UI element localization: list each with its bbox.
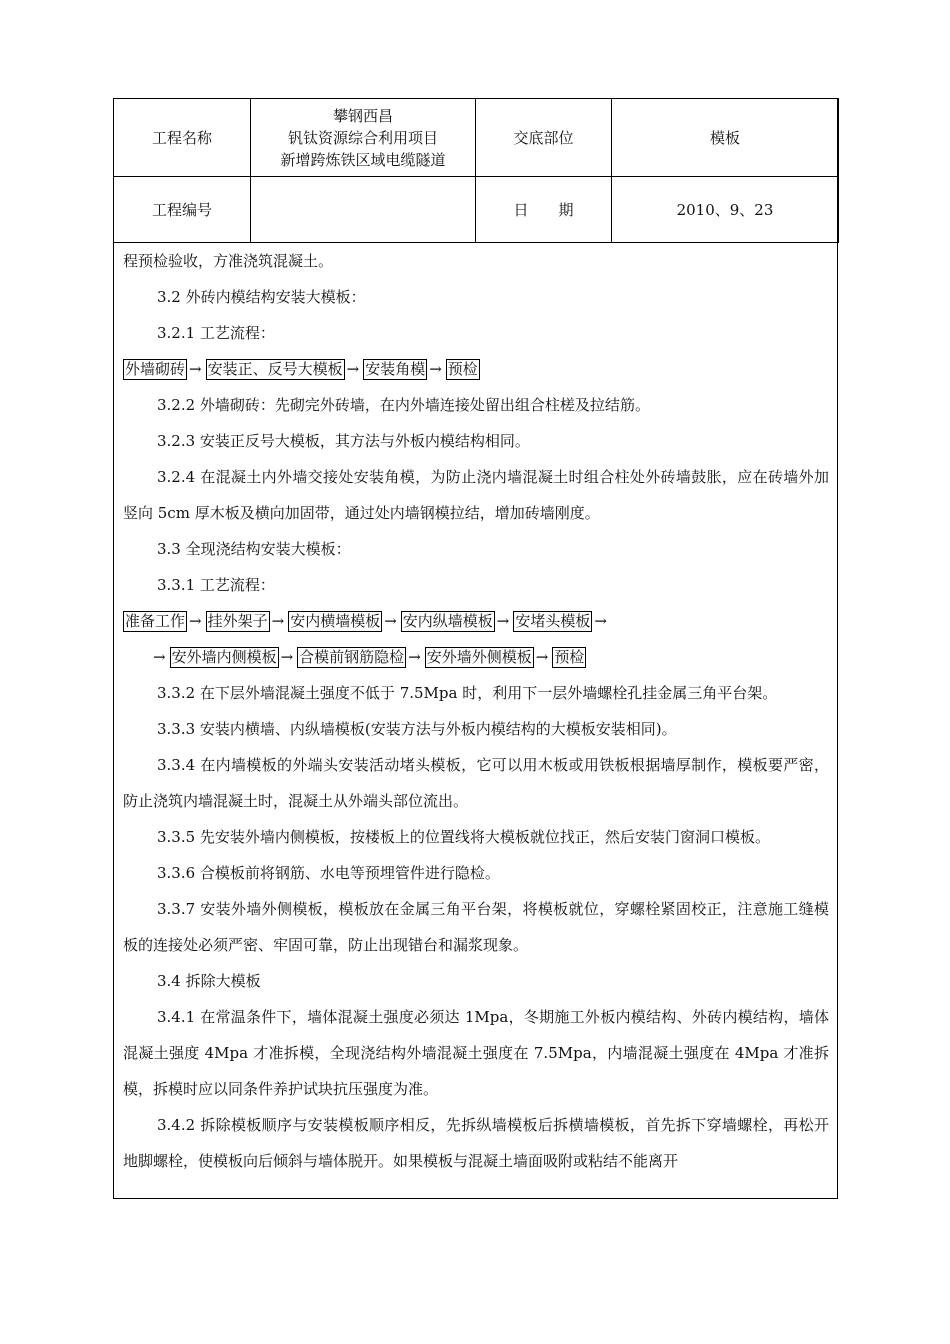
flow-step: 准备工作	[125, 612, 186, 630]
process-flow-2b	[123, 639, 829, 675]
header-row-2	[114, 177, 839, 243]
project-name-label: 工程名称	[114, 99, 251, 177]
process-flow-2a	[123, 603, 829, 639]
paragraph: 3.2.2 外墙砌砖：先砌完外砖墙，在内外墙连接处留出组合柱槎及拉结筋。	[157, 396, 650, 414]
flow-step: 安外墙外侧模板	[426, 648, 532, 666]
process-flow-1	[123, 351, 829, 387]
date-label: 日 期	[476, 177, 612, 243]
project-no-value	[251, 177, 476, 243]
project-name-line-1: 攀钢西昌	[332, 106, 393, 125]
flow-step: 安装角模	[365, 360, 426, 378]
section-heading: 3.3 全现浇结构安装大模板：	[157, 540, 351, 558]
project-name-line-3: 新增跨炼铁区域电缆隧道	[280, 150, 446, 169]
section-heading: 3.4 拆除大模板	[157, 972, 261, 990]
paragraph: 3.3.6 合模板前将钢筋、水电等预埋管件进行隐检。	[157, 864, 500, 882]
subsection-heading: 3.2.1 工艺流程：	[157, 324, 275, 342]
arrow-icon: →	[384, 612, 397, 630]
header-table	[113, 98, 839, 243]
flow-step: 挂外架子	[207, 612, 268, 630]
project-name-value	[251, 99, 476, 177]
arrow-icon: →	[271, 612, 285, 630]
arrow-icon: →	[496, 612, 510, 630]
arrow-icon: →	[189, 612, 202, 630]
paragraph: 3.3.2 在下层外墙混凝土强度不低于 7.5Mpa 时，利用下一层外墙螺栓孔挂金属三角平台架。	[157, 684, 778, 702]
header-row-1	[114, 99, 839, 177]
flow-step: 安堵头模板	[515, 612, 591, 630]
arrow-icon: →	[594, 612, 607, 630]
paragraph: 3.4.1 在常温条件下，墙体混凝土强度必须达 1Mpa，冬期施工外板内模结构、外砖内模结构，墙体混凝土强度 4Mpa 才准拆模，全现浇结构外墙混凝土强度在 7.5Mpa，内墙混凝土强度在 4Mpa 才准拆模，拆模时应以同条件养护试块抗压强度为准。	[123, 1008, 829, 1098]
paragraph: 程预检验收，方准浇筑混凝土。	[123, 252, 334, 270]
arrow-icon: →	[429, 360, 442, 378]
flow-step: 预检	[554, 648, 585, 666]
paragraph: 3.3.5 先安装外墙内侧模板，按楼板上的位置线将大模板就位找正，然后安装门窗洞口模板。	[157, 828, 770, 846]
arrow-icon: →	[346, 360, 360, 378]
flow-step: 预检	[447, 360, 478, 378]
arrow-icon: →	[408, 648, 421, 666]
flow-step: 安内纵墙模板	[402, 612, 493, 630]
arrow-icon: →	[189, 360, 202, 378]
flow-step: 合模前钢筋隐检	[299, 648, 405, 666]
paragraph: 3.3.4 在内墙模板的外端头安装活动堵头模板，它可以用木板或用铁板根据墙厚制作，模板要严密，防止浇筑内墙混凝土时，混凝土从外端头部位流出。	[123, 756, 829, 810]
paragraph: 3.2.4 在混凝土内外墙交接处安装角模，为防止浇内墙混凝土时组合柱处外砖墙鼓胀，应在砖墙外加竖向 5cm 厚木板及横向加固带，通过处内墙钢模拉结，增加砖墙刚度。	[123, 468, 829, 522]
project-name-line-2: 钒钛资源综合利用项目	[287, 128, 438, 147]
project-no-label: 工程编号	[114, 177, 251, 243]
arrow-icon: →	[153, 648, 166, 666]
part-label: 交底部位	[476, 99, 612, 177]
flow-step: 安内横墙模板	[290, 612, 381, 630]
flow-step: 安装正、反号大模板	[207, 360, 343, 378]
date-value: 2010、9、23	[612, 177, 839, 243]
paragraph: 3.3.7 安装外墙外侧模板，模板放在金属三角平台架，将模板就位，穿螺栓紧固校正，注意施工缝模板的连接处必须严密、牢固可靠，防止出现错台和漏浆现象。	[123, 900, 829, 954]
flow-step: 安外墙内侧模板	[171, 648, 277, 666]
flow-step: 外墙砌砖	[125, 360, 186, 378]
arrow-icon: →	[280, 648, 294, 666]
paragraph: 3.2.3 安装正反号大模板，其方法与外板内模结构相同。	[157, 432, 530, 450]
paragraph: 3.3.3 安装内横墙、内纵墙模板(安装方法与外板内模结构的大模板安装相同)。	[157, 720, 677, 738]
body-text	[123, 243, 829, 1179]
arrow-icon: →	[535, 648, 549, 666]
section-heading: 3.2 外砖内模结构安装大模板：	[157, 288, 366, 306]
paragraph: 3.4.2 拆除模板顺序与安装模板顺序相反，先拆纵墙模板后拆横墙模板，首先拆下穿墙螺栓，再松开地脚螺栓，使模板向后倾斜与墙体脱开。如果模板与混凝土墙面吸附或粘结不能离开	[123, 1116, 829, 1170]
subsection-heading: 3.3.1 工艺流程：	[157, 576, 275, 594]
part-value: 模板	[612, 99, 839, 177]
